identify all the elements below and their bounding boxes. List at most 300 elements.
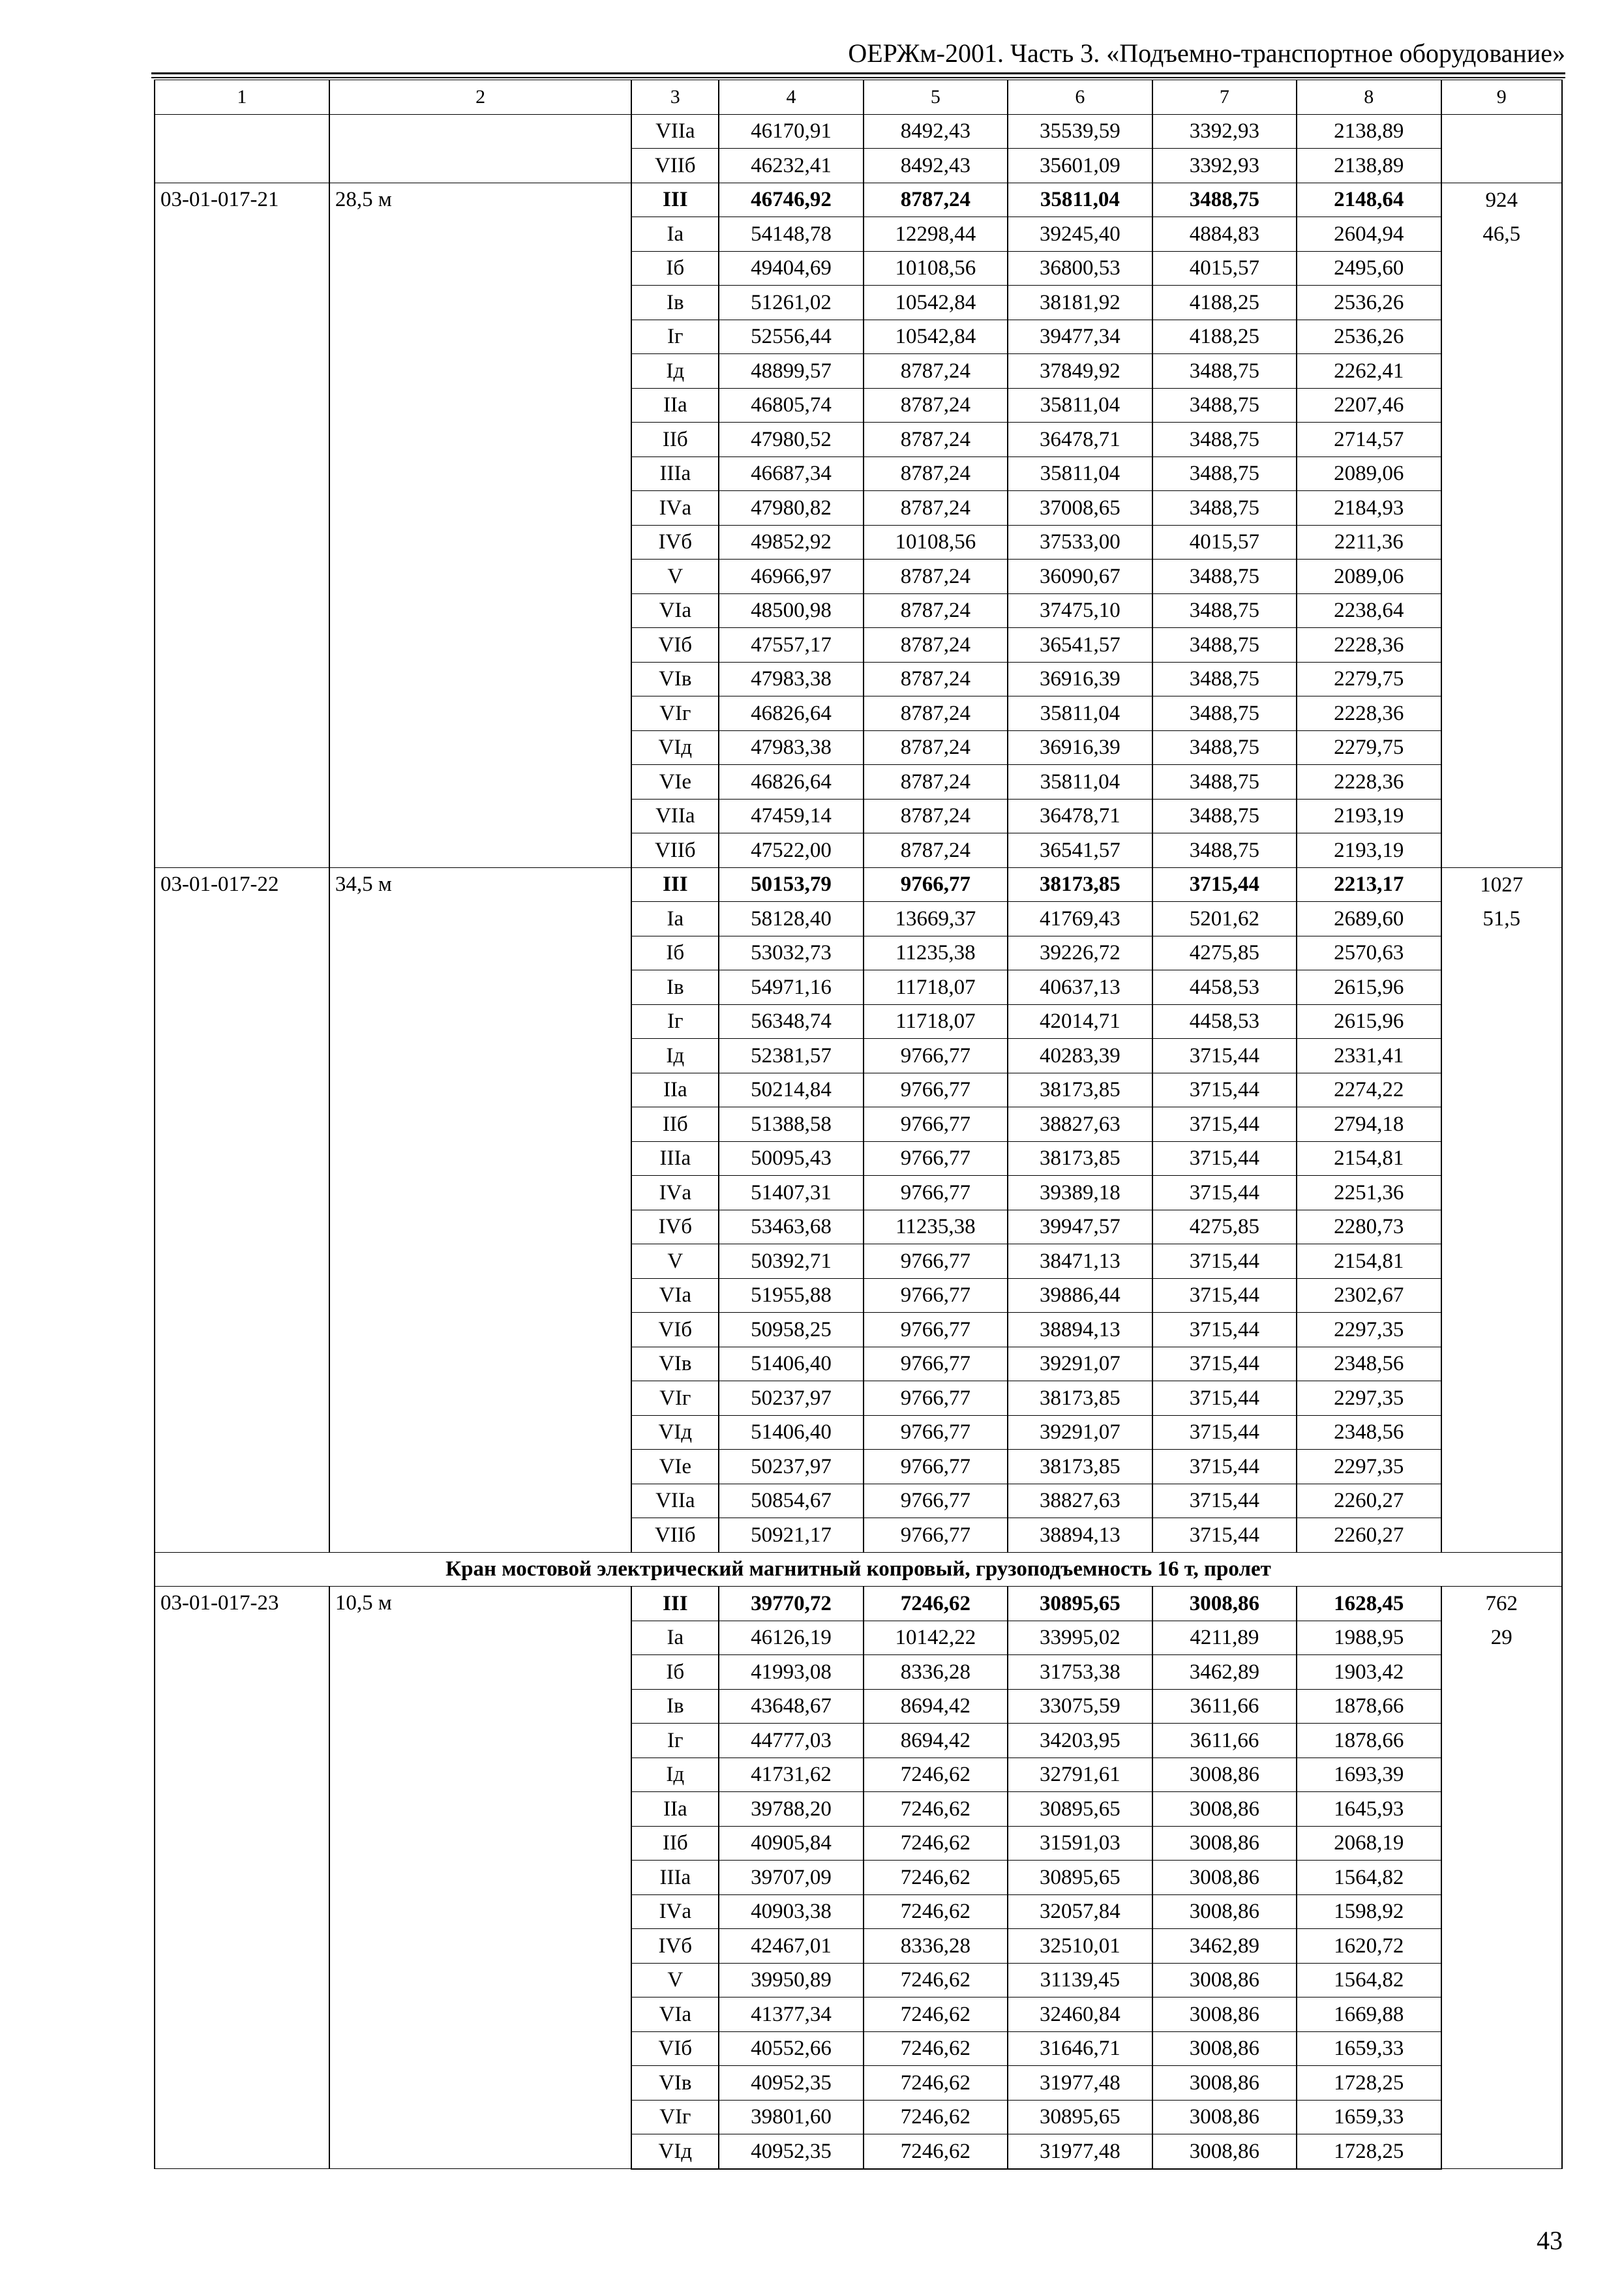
- labor-cost-cell: 7246,62: [864, 2066, 1008, 2101]
- span-cell: [329, 1689, 632, 1724]
- rate-code-cell: [155, 628, 329, 663]
- total-cost-cell: 47980,82: [719, 491, 863, 526]
- labor-cost-cell: 8787,24: [864, 593, 1008, 628]
- misc-cell: [1441, 320, 1562, 354]
- operator-wage-cell: 4458,53: [1152, 1004, 1297, 1039]
- materials-cost-cell: 2138,89: [1297, 114, 1441, 149]
- header-rule: [151, 77, 1565, 78]
- table-row: [155, 1929, 1562, 1964]
- table-row: [155, 1450, 1562, 1484]
- class-cell: IIа: [631, 1792, 719, 1827]
- rate-code-cell: [155, 593, 329, 628]
- operator-wage-cell: 4015,57: [1152, 525, 1297, 560]
- table-row: [155, 765, 1562, 800]
- operator-wage-cell: 3488,75: [1152, 833, 1297, 868]
- machine-cost-cell: 37533,00: [1008, 525, 1152, 560]
- labor-cost-cell: 10108,56: [864, 525, 1008, 560]
- span-cell: [329, 1621, 632, 1655]
- class-cell: Iв: [631, 970, 719, 1005]
- rate-code-cell: [155, 354, 329, 389]
- span-cell: [329, 114, 632, 149]
- rate-code-cell: [155, 1244, 329, 1279]
- rate-code-cell: [155, 1210, 329, 1244]
- misc-cell: 46,5: [1441, 217, 1562, 252]
- materials-cost-cell: 2536,26: [1297, 286, 1441, 320]
- misc-cell: [1441, 730, 1562, 765]
- class-cell: V: [631, 560, 719, 594]
- operator-wage-cell: 3488,75: [1152, 388, 1297, 423]
- table-row: [155, 833, 1562, 868]
- operator-wage-cell: 3008,86: [1152, 2066, 1297, 2101]
- materials-cost-cell: 1620,72: [1297, 1929, 1441, 1964]
- misc-cell: [1441, 1004, 1562, 1039]
- misc-cell: [1441, 1107, 1562, 1142]
- labor-cost-cell: 8694,42: [864, 1689, 1008, 1724]
- table-row: [155, 1997, 1562, 2032]
- total-cost-cell: 50214,84: [719, 1073, 863, 1107]
- class-cell: VIIа: [631, 1484, 719, 1518]
- materials-cost-cell: 2068,19: [1297, 1826, 1441, 1861]
- rate-code-cell: [155, 2134, 329, 2169]
- class-cell: V: [631, 1244, 719, 1279]
- table-row: [155, 730, 1562, 765]
- materials-cost-cell: 1988,95: [1297, 1621, 1441, 1655]
- table-row: [155, 1587, 1562, 1621]
- materials-cost-cell: 1878,66: [1297, 1724, 1441, 1758]
- operator-wage-cell: 3488,75: [1152, 593, 1297, 628]
- labor-cost-cell: 9766,77: [864, 1141, 1008, 1176]
- rate-code-cell: [155, 320, 329, 354]
- materials-cost-cell: 2260,27: [1297, 1484, 1441, 1518]
- table-row: [155, 1894, 1562, 1929]
- total-cost-cell: 39788,20: [719, 1792, 863, 1827]
- rate-code-cell: [155, 1758, 329, 1792]
- class-cell: VIIа: [631, 799, 719, 833]
- machine-cost-cell: 36090,67: [1008, 560, 1152, 594]
- labor-cost-cell: 8492,43: [864, 149, 1008, 183]
- class-cell: VIд: [631, 2134, 719, 2169]
- rate-code-cell: [155, 1176, 329, 1210]
- operator-wage-cell: 3715,44: [1152, 867, 1297, 902]
- total-cost-cell: 39950,89: [719, 1963, 863, 1997]
- total-cost-cell: 39707,09: [719, 1861, 863, 1895]
- total-cost-cell: 50921,17: [719, 1518, 863, 1553]
- labor-cost-cell: 9766,77: [864, 1484, 1008, 1518]
- operator-wage-cell: 3008,86: [1152, 1587, 1297, 1621]
- table-row: [155, 183, 1562, 217]
- span-cell: [329, 388, 632, 423]
- materials-cost-cell: 2251,36: [1297, 1176, 1441, 1210]
- operator-wage-cell: 3488,75: [1152, 456, 1297, 491]
- operator-wage-cell: 3008,86: [1152, 1963, 1297, 1997]
- machine-cost-cell: 37475,10: [1008, 593, 1152, 628]
- operator-wage-cell: 3715,44: [1152, 1313, 1297, 1347]
- total-cost-cell: 47557,17: [719, 628, 863, 663]
- column-header: 3: [631, 80, 719, 115]
- class-cell: IVб: [631, 525, 719, 560]
- rate-code-cell: [155, 730, 329, 765]
- materials-cost-cell: 2228,36: [1297, 628, 1441, 663]
- total-cost-cell: 51388,58: [719, 1107, 863, 1142]
- span-cell: [329, 1997, 632, 2032]
- page-number: 43: [1537, 2226, 1563, 2255]
- rate-code-cell: [155, 1450, 329, 1484]
- labor-cost-cell: 9766,77: [864, 1073, 1008, 1107]
- class-cell: VIб: [631, 1313, 719, 1347]
- machine-cost-cell: 36800,53: [1008, 251, 1152, 286]
- total-cost-cell: 41731,62: [719, 1758, 863, 1792]
- misc-cell: [1441, 1415, 1562, 1450]
- total-cost-cell: 51407,31: [719, 1176, 863, 1210]
- class-cell: VIг: [631, 1381, 719, 1416]
- table-body: [155, 114, 1562, 2169]
- labor-cost-cell: 8787,24: [864, 799, 1008, 833]
- machine-cost-cell: 32510,01: [1008, 1929, 1152, 1964]
- machine-cost-cell: 36541,57: [1008, 833, 1152, 868]
- labor-cost-cell: 8787,24: [864, 388, 1008, 423]
- total-cost-cell: 46966,97: [719, 560, 863, 594]
- class-cell: Iа: [631, 902, 719, 936]
- table-row: [155, 662, 1562, 696]
- rate-code-cell: [155, 696, 329, 731]
- operator-wage-cell: 3488,75: [1152, 628, 1297, 663]
- machine-cost-cell: 33075,59: [1008, 1689, 1152, 1724]
- labor-cost-cell: 10142,22: [864, 1621, 1008, 1655]
- materials-cost-cell: 2089,06: [1297, 456, 1441, 491]
- materials-cost-cell: 2615,96: [1297, 1004, 1441, 1039]
- span-cell: [329, 149, 632, 183]
- machine-cost-cell: 38173,85: [1008, 1141, 1152, 1176]
- span-cell: [329, 1210, 632, 1244]
- total-cost-cell: 40552,66: [719, 2031, 863, 2066]
- table-row: [155, 867, 1562, 902]
- materials-cost-cell: 1645,93: [1297, 1792, 1441, 1827]
- total-cost-cell: 39770,72: [719, 1587, 863, 1621]
- machine-cost-cell: 39477,34: [1008, 320, 1152, 354]
- table-row: [155, 902, 1562, 936]
- total-cost-cell: 47983,38: [719, 662, 863, 696]
- machine-cost-cell: 38894,13: [1008, 1313, 1152, 1347]
- materials-cost-cell: 2297,35: [1297, 1381, 1441, 1416]
- class-cell: VIIа: [631, 114, 719, 149]
- total-cost-cell: 46826,64: [719, 696, 863, 731]
- materials-cost-cell: 1659,33: [1297, 2031, 1441, 2066]
- misc-cell: [1441, 286, 1562, 320]
- table-row: [155, 423, 1562, 457]
- misc-cell: [1441, 1141, 1562, 1176]
- span-cell: [329, 902, 632, 936]
- span-cell: [329, 1484, 632, 1518]
- misc-cell: [1441, 970, 1562, 1005]
- table-row: [155, 354, 1562, 389]
- materials-cost-cell: 2193,19: [1297, 833, 1441, 868]
- rate-code-cell: [155, 491, 329, 526]
- operator-wage-cell: 3715,44: [1152, 1244, 1297, 1279]
- span-cell: [329, 1039, 632, 1073]
- machine-cost-cell: 37849,92: [1008, 354, 1152, 389]
- total-cost-cell: 46232,41: [719, 149, 863, 183]
- class-cell: VIа: [631, 1997, 719, 2032]
- misc-cell: [1441, 1176, 1562, 1210]
- misc-cell: [1441, 1963, 1562, 1997]
- span-cell: [329, 1141, 632, 1176]
- rate-code-cell: [155, 1997, 329, 2032]
- table-row: [155, 1484, 1562, 1518]
- materials-cost-cell: 1903,42: [1297, 1655, 1441, 1690]
- labor-cost-cell: 9766,77: [864, 1415, 1008, 1450]
- materials-cost-cell: 2260,27: [1297, 1518, 1441, 1553]
- table-row: [155, 286, 1562, 320]
- table-row: [155, 1724, 1562, 1758]
- class-cell: VIг: [631, 2100, 719, 2134]
- materials-cost-cell: 2331,41: [1297, 1039, 1441, 1073]
- table-row: [155, 1313, 1562, 1347]
- span-cell: [329, 217, 632, 252]
- span-cell: [329, 1792, 632, 1827]
- machine-cost-cell: 37008,65: [1008, 491, 1152, 526]
- rate-code-cell: [155, 1415, 329, 1450]
- table-row: [155, 593, 1562, 628]
- rate-code-cell: [155, 1724, 329, 1758]
- class-cell: IVа: [631, 1176, 719, 1210]
- class-cell: Iб: [631, 1655, 719, 1690]
- machine-cost-cell: 39389,18: [1008, 1176, 1152, 1210]
- rate-code-cell: [155, 1313, 329, 1347]
- machine-cost-cell: 32791,61: [1008, 1758, 1152, 1792]
- machine-cost-cell: 35539,59: [1008, 114, 1152, 149]
- labor-cost-cell: 7246,62: [864, 1587, 1008, 1621]
- rate-code-cell: [155, 1073, 329, 1107]
- misc-cell: [1441, 696, 1562, 731]
- materials-cost-cell: 1693,39: [1297, 1758, 1441, 1792]
- span-cell: [329, 1347, 632, 1381]
- materials-cost-cell: 2228,36: [1297, 765, 1441, 800]
- class-cell: Iд: [631, 354, 719, 389]
- materials-cost-cell: 2154,81: [1297, 1244, 1441, 1279]
- misc-cell: [1441, 1655, 1562, 1690]
- span-cell: [329, 1107, 632, 1142]
- class-cell: Iг: [631, 1004, 719, 1039]
- span-cell: [329, 1381, 632, 1416]
- machine-cost-cell: 30895,65: [1008, 2100, 1152, 2134]
- operator-wage-cell: 3715,44: [1152, 1141, 1297, 1176]
- labor-cost-cell: 7246,62: [864, 2100, 1008, 2134]
- operator-wage-cell: 3008,86: [1152, 1894, 1297, 1929]
- machine-cost-cell: 40637,13: [1008, 970, 1152, 1005]
- rate-code-cell: [155, 799, 329, 833]
- labor-cost-cell: 8787,24: [864, 456, 1008, 491]
- operator-wage-cell: 3611,66: [1152, 1689, 1297, 1724]
- misc-cell: [1441, 799, 1562, 833]
- class-cell: IIIа: [631, 456, 719, 491]
- misc-cell: 51,5: [1441, 902, 1562, 936]
- operator-wage-cell: 3715,44: [1152, 1381, 1297, 1416]
- materials-cost-cell: 2794,18: [1297, 1107, 1441, 1142]
- machine-cost-cell: 35811,04: [1008, 765, 1152, 800]
- misc-cell: [1441, 1381, 1562, 1416]
- total-cost-cell: 49404,69: [719, 251, 863, 286]
- misc-cell: 762: [1441, 1587, 1562, 1621]
- span-cell: 34,5 м: [329, 867, 632, 902]
- operator-wage-cell: 4211,89: [1152, 1621, 1297, 1655]
- operator-wage-cell: 3462,89: [1152, 1929, 1297, 1964]
- labor-cost-cell: 8787,24: [864, 560, 1008, 594]
- machine-cost-cell: 41769,43: [1008, 902, 1152, 936]
- total-cost-cell: 40952,35: [719, 2134, 863, 2169]
- table-row: [155, 1004, 1562, 1039]
- total-cost-cell: 42467,01: [719, 1929, 863, 1964]
- misc-cell: [1441, 423, 1562, 457]
- rate-code-cell: [155, 2066, 329, 2101]
- machine-cost-cell: 36541,57: [1008, 628, 1152, 663]
- rate-code-cell: [155, 1963, 329, 1997]
- total-cost-cell: 46687,34: [719, 456, 863, 491]
- misc-cell: [1441, 114, 1562, 149]
- machine-cost-cell: 38173,85: [1008, 1381, 1152, 1416]
- labor-cost-cell: 10108,56: [864, 251, 1008, 286]
- misc-cell: [1441, 149, 1562, 183]
- labor-cost-cell: 7246,62: [864, 1861, 1008, 1895]
- machine-cost-cell: 40283,39: [1008, 1039, 1152, 1073]
- labor-cost-cell: 11718,07: [864, 1004, 1008, 1039]
- class-cell: IIIа: [631, 1141, 719, 1176]
- table-row: [155, 1381, 1562, 1416]
- total-cost-cell: 50854,67: [719, 1484, 863, 1518]
- materials-cost-cell: 2138,89: [1297, 149, 1441, 183]
- operator-wage-cell: 3392,93: [1152, 149, 1297, 183]
- table-row: [155, 491, 1562, 526]
- class-cell: VIб: [631, 628, 719, 663]
- table-row: [155, 560, 1562, 594]
- total-cost-cell: 44777,03: [719, 1724, 863, 1758]
- misc-cell: [1441, 1792, 1562, 1827]
- misc-cell: [1441, 1997, 1562, 2032]
- total-cost-cell: 47980,52: [719, 423, 863, 457]
- labor-cost-cell: 9766,77: [864, 1107, 1008, 1142]
- class-cell: III: [631, 867, 719, 902]
- misc-cell: [1441, 1724, 1562, 1758]
- operator-wage-cell: 3488,75: [1152, 354, 1297, 389]
- rate-code-cell: [155, 1689, 329, 1724]
- machine-cost-cell: 35811,04: [1008, 456, 1152, 491]
- machine-cost-cell: 30895,65: [1008, 1861, 1152, 1895]
- misc-cell: [1441, 354, 1562, 389]
- table-row: [155, 1963, 1562, 1997]
- rate-code-cell: [155, 1929, 329, 1964]
- span-cell: [329, 799, 632, 833]
- span-cell: [329, 354, 632, 389]
- rate-code-cell: [155, 765, 329, 800]
- span-cell: [329, 1758, 632, 1792]
- materials-cost-cell: 2615,96: [1297, 970, 1441, 1005]
- materials-cost-cell: 2604,94: [1297, 217, 1441, 252]
- total-cost-cell: 53032,73: [719, 936, 863, 970]
- section-heading-row: [155, 1552, 1562, 1587]
- labor-cost-cell: 8787,24: [864, 628, 1008, 663]
- class-cell: III: [631, 183, 719, 217]
- span-cell: [329, 1450, 632, 1484]
- class-cell: VIд: [631, 730, 719, 765]
- rate-code-cell: [155, 936, 329, 970]
- span-cell: [329, 936, 632, 970]
- table-row: [155, 2100, 1562, 2134]
- table-row: [155, 320, 1562, 354]
- labor-cost-cell: 7246,62: [864, 2031, 1008, 2066]
- materials-cost-cell: 2213,17: [1297, 867, 1441, 902]
- materials-cost-cell: 2184,93: [1297, 491, 1441, 526]
- machine-cost-cell: 39886,44: [1008, 1278, 1152, 1313]
- labor-cost-cell: 9766,77: [864, 1347, 1008, 1381]
- operator-wage-cell: 3488,75: [1152, 730, 1297, 765]
- table-row: [155, 2066, 1562, 2101]
- misc-cell: [1441, 662, 1562, 696]
- table-row: [155, 1621, 1562, 1655]
- operator-wage-cell: 4884,83: [1152, 217, 1297, 252]
- operator-wage-cell: 3462,89: [1152, 1655, 1297, 1690]
- materials-cost-cell: 2228,36: [1297, 696, 1441, 731]
- rate-code-cell: [155, 1039, 329, 1073]
- operator-wage-cell: 3715,44: [1152, 1484, 1297, 1518]
- machine-cost-cell: 31139,45: [1008, 1963, 1152, 1997]
- labor-cost-cell: 8787,24: [864, 662, 1008, 696]
- span-cell: [329, 1073, 632, 1107]
- materials-cost-cell: 2148,64: [1297, 183, 1441, 217]
- materials-cost-cell: 2274,22: [1297, 1073, 1441, 1107]
- span-cell: [329, 662, 632, 696]
- labor-cost-cell: 7246,62: [864, 1758, 1008, 1792]
- materials-cost-cell: 1564,82: [1297, 1861, 1441, 1895]
- machine-cost-cell: 32057,84: [1008, 1894, 1152, 1929]
- misc-cell: [1441, 560, 1562, 594]
- rate-code-cell: [155, 423, 329, 457]
- labor-cost-cell: 9766,77: [864, 1176, 1008, 1210]
- column-header: 8: [1297, 80, 1441, 115]
- rate-code-cell: [155, 970, 329, 1005]
- span-cell: [329, 1826, 632, 1861]
- total-cost-cell: 50153,79: [719, 867, 863, 902]
- labor-cost-cell: 8787,24: [864, 183, 1008, 217]
- materials-cost-cell: 2279,75: [1297, 662, 1441, 696]
- span-cell: [329, 833, 632, 868]
- machine-cost-cell: 33995,02: [1008, 1621, 1152, 1655]
- span-cell: [329, 2100, 632, 2134]
- class-cell: Iд: [631, 1758, 719, 1792]
- operator-wage-cell: 4188,25: [1152, 286, 1297, 320]
- total-cost-cell: 48899,57: [719, 354, 863, 389]
- labor-cost-cell: 11235,38: [864, 1210, 1008, 1244]
- table-row: [155, 1073, 1562, 1107]
- machine-cost-cell: 34203,95: [1008, 1724, 1152, 1758]
- total-cost-cell: 41377,34: [719, 1997, 863, 2032]
- section-heading: Кран мостовой электрический магнитный копровый, грузоподъемность 16 т, пролет: [155, 1552, 1562, 1587]
- table-row: [155, 1107, 1562, 1142]
- table-row: [155, 1758, 1562, 1792]
- labor-cost-cell: 7246,62: [864, 1826, 1008, 1861]
- operator-wage-cell: 3008,86: [1152, 2031, 1297, 2066]
- total-cost-cell: 50392,71: [719, 1244, 863, 1279]
- labor-cost-cell: 11718,07: [864, 970, 1008, 1005]
- misc-cell: [1441, 1929, 1562, 1964]
- table-row: [155, 1244, 1562, 1279]
- class-cell: V: [631, 1963, 719, 1997]
- operator-wage-cell: 3715,44: [1152, 1347, 1297, 1381]
- rate-code-cell: [155, 1518, 329, 1553]
- materials-cost-cell: 2211,36: [1297, 525, 1441, 560]
- table-row: [155, 1826, 1562, 1861]
- total-cost-cell: 50237,97: [719, 1381, 863, 1416]
- total-cost-cell: 40952,35: [719, 2066, 863, 2101]
- table-row: [155, 1415, 1562, 1450]
